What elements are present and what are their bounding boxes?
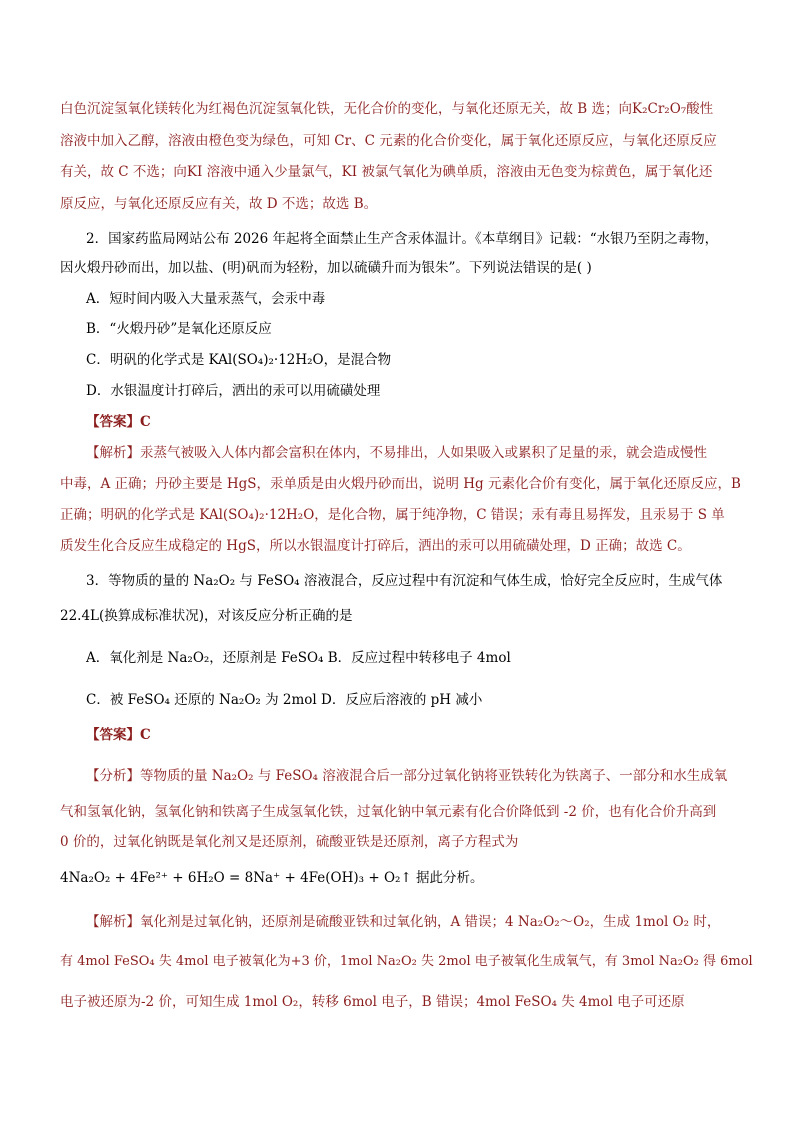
question-2-stem: 2．国家药监局网站公布 2026 年起将全面禁止生产含汞体温计。《本草纲目》记载：“水银乃至阴之毒物， [86, 231, 719, 247]
option-b: B．“火煅丹砂”是氧化还原反应 [86, 321, 272, 337]
analysis-text: 电子被还原为-2 价，可知生成 1mol O₂，转移 6mol 电子，B 错误；4mol FeSO₄ 失 4mol 电子可还原 [60, 994, 685, 1010]
answer-label: 【答案】C [86, 414, 151, 430]
option-d: D．水银温度计打碎后，洒出的汞可以用硫磺处理 [86, 383, 381, 399]
ionic-equation: 4Na₂O₂ + 4Fe²⁺ + 6H₂O = 8Na⁺ + 4Fe(OH)₃ + O₂↑ 据此分析。 [60, 870, 484, 886]
analysis-text: 有 4mol FeSO₄ 失 4mol 电子被氧化为+3 价，1mol Na₂O₂ 失 2mol 电子被氧化生成氧气，有 3mol Na₂O₂ 得 6mol [60, 954, 753, 969]
analysis-text: 【解析】汞蒸气被吸入人体内都会富积在体内，不易排出，人如果吸入或累积了足量的汞，就会造成慢性 [86, 445, 707, 461]
analysis-text: 气和氢氧化钠，氢氧化钠和铁离子生成氢氧化铁，过氧化钠中氧元素有化合价降低到 -2 价，也有化合价升高到 [60, 804, 717, 820]
text-line: 白色沉淀氢氧化镁转化为红褐色沉淀氢氧化铁，无化合价的变化，与氧化还原无关，故 B 选；向K₂Cr₂O₇酸性 [60, 101, 714, 117]
answer-label: 【答案】C [86, 727, 151, 743]
analysis-text: 正确；明矾的化学式是 KAl(SO₄)₂·12H₂O，是化合物，属于纯净物，C 错误；汞有毒且易挥发，且汞易于 S 单 [60, 507, 725, 523]
analysis-text: 质发生化合反应生成稳定的 HgS，所以水银温度计打碎后，洒出的汞可以用硫磺处理，D 正确；故选 C。 [60, 538, 691, 554]
analysis-text: 0 价的，过氧化钠既是氧化剂又是还原剂，硫酸亚铁是还原剂，离子方程式为 [60, 834, 519, 850]
question-2-stem-cont: 因火煅丹砂而出，加以盐、(明)矾而为轻粉，加以硫磺升而为银朱”。下列说法错误的是( ) [60, 260, 592, 276]
option-c: C．明矾的化学式是 KAl(SO₄)₂·12H₂O，是混合物 [86, 352, 392, 368]
text-line: 原反应，与氧化还原反应有关，故 D 不选；故选 B。 [60, 196, 378, 212]
option-row-ab: A．氧化剂是 Na₂O₂，还原剂是 FeSO₄ B．反应过程中转移电子 4mol [86, 650, 511, 666]
text-line: 溶液中加入乙醇，溶液由橙色变为绿色，可知 Cr、C 元素的化合价变化，属于氧化还原反应，与氧化还原反应 [60, 133, 717, 149]
option-row-cd: C．被 FeSO₄ 还原的 Na₂O₂ 为 2mol D．反应后溶液的 pH 减小 [86, 692, 483, 708]
question-3-stem-cont: 22.4L(换算成标准状况)，对该反应分析正确的是 [60, 608, 353, 624]
analysis-text: 【解析】氧化剂是过氧化钠，还原剂是硫酸亚铁和过氧化钠，A 错误；4 Na₂O₂～O₂，生成 1mol O₂ 时， [86, 914, 721, 930]
option-a: A．短时间内吸入大量汞蒸气，会汞中毒 [86, 291, 326, 307]
text-line: 有关，故 C 不选；向KI 溶液中通入少量氯气，KI 被氯气氧化为碘单质，溶液由无色变为棕黄色，属于氧化还 [60, 164, 713, 180]
analysis-text: 【分析】等物质的量 Na₂O₂ 与 FeSO₄ 溶液混合后一部分过氧化钠将亚铁转化为铁离子、一部分和水生成氧 [86, 768, 728, 784]
question-3-stem: 3．等物质的量的 Na₂O₂ 与 FeSO₄ 溶液混合，反应过程中有沉淀和气体生成，恰好完全反应时，生成气体 [86, 573, 723, 589]
analysis-text: 中毒，A 正确；丹砂主要是 HgS，汞单质是由火煅丹砂而出，说明 Hg 元素化合价有变化，属于氧化还原反应，B [60, 476, 741, 492]
